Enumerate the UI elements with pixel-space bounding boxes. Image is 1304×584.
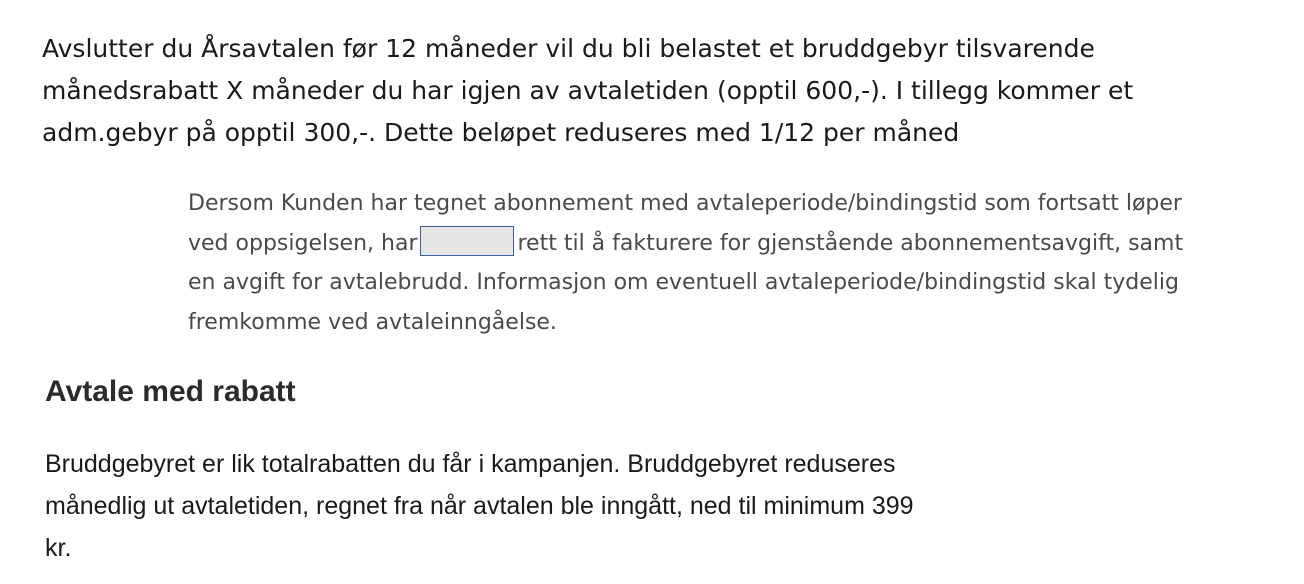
intro-line-2: månedsrabatt X måneder du har igjen av avtaletiden (opptil 600,-). I tillegg kommer et <box>42 76 1134 105</box>
quote-line-4: fremkomme ved avtaleinngåelse. <box>188 309 557 335</box>
section-paragraph <box>45 443 1285 569</box>
intro-line-3: adm.gebyr på opptil 300,-. Dette beløpet reduseres med 1/12 per måned <box>42 118 960 147</box>
section-line-1: Bruddgebyret er lik totalrabatten du får i kampanjen. Bruddgebyret reduseres <box>45 450 896 478</box>
intro-line-1: Avslutter du Årsavtalen før 12 måneder vil du bli belastet et bruddgebyr tilsvarende <box>42 34 1095 63</box>
section-line-2: månedlig ut avtaletiden, regnet fra når avtalen ble inngått, ned til minimum 399 <box>45 492 914 520</box>
quote-line-1: Dersom Kunden har tegnet abonnement med avtaleperiode/bindingstid som fortsatt løper <box>188 191 1182 216</box>
quote-line-2-after: rett til å fakturere for gjenstående abonnementsavgift, samt <box>517 230 1184 256</box>
terms-quote <box>188 184 1288 342</box>
quote-line-2 <box>188 224 1288 264</box>
section-heading: Avtale med rabatt <box>45 375 296 408</box>
section-line-3: kr. <box>45 534 72 562</box>
intro-paragraph <box>42 28 1282 154</box>
quote-line-3: en avgift for avtalebrudd. Informasjon om eventuell avtaleperiode/bindingstid skal tydelig <box>188 270 1179 295</box>
redacted-box <box>420 226 514 256</box>
quote-line-2-before: ved oppsigelsen, har <box>188 230 418 256</box>
